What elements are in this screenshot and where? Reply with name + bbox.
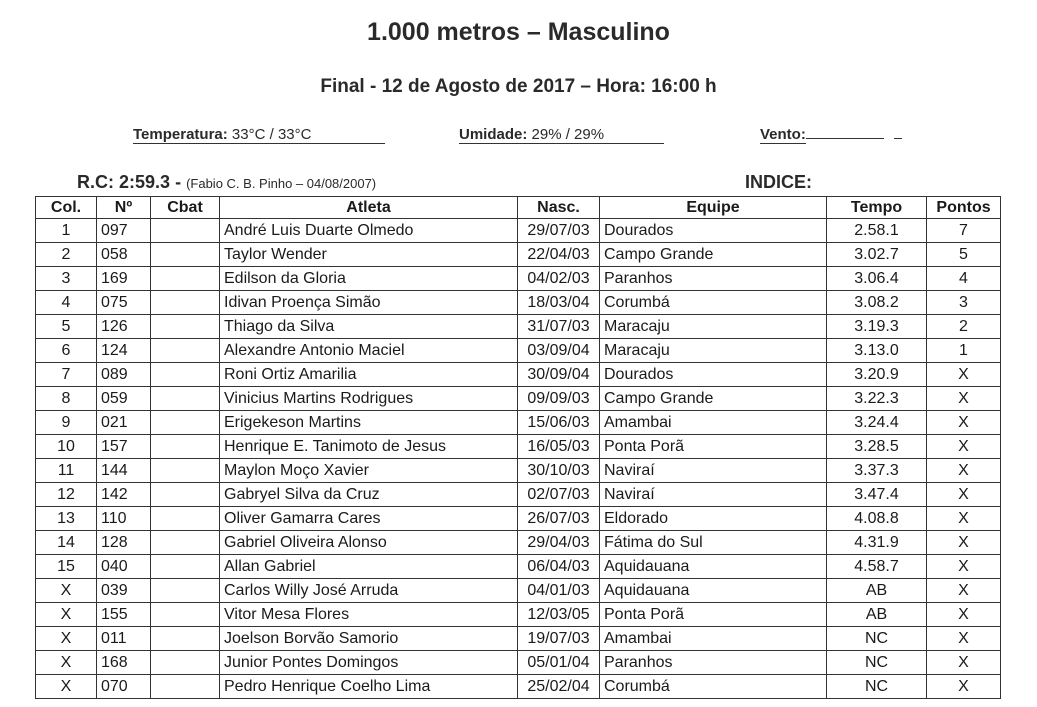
cell-tempo: NC [827,651,927,675]
cell-equipe: Amambai [600,411,827,435]
cell-pontos: X [927,459,1001,483]
cell-tempo: 4.58.7 [827,555,927,579]
cell-nasc: 26/07/03 [518,507,600,531]
cell-cbat [151,507,220,531]
cell-equipe: Naviraí [600,459,827,483]
cell-nasc: 30/10/03 [518,459,600,483]
cell-atleta: Pedro Henrique Coelho Lima [220,675,518,699]
cell-atleta: Allan Gabriel [220,555,518,579]
cell-nasc: 04/01/03 [518,579,600,603]
cell-equipe: Fátima do Sul [600,531,827,555]
cell-atleta: Idivan Proença Simão [220,291,518,315]
cell-col: 5 [36,315,97,339]
cell-tempo: 4.08.8 [827,507,927,531]
record-detail: (Fabio C. B. Pinho – 04/08/2007) [186,176,377,191]
cell-tempo: 3.28.5 [827,435,927,459]
table-row [36,219,1001,243]
cell-tempo: 2.58.1 [827,219,927,243]
cell-nasc: 05/01/04 [518,651,600,675]
table-row [36,627,1001,651]
table-row [36,243,1001,267]
record-line [77,172,376,193]
cell-cbat [151,387,220,411]
cell-tempo: 3.37.3 [827,459,927,483]
record-label: R.C: 2:59.3 [77,172,171,192]
cell-col: X [36,579,97,603]
cell-equipe: Corumbá [600,291,827,315]
cell-cbat [151,219,220,243]
cell-tempo: 3.06.4 [827,267,927,291]
table-row [36,675,1001,699]
table-row [36,603,1001,627]
cell-num: 128 [97,531,151,555]
cell-cbat [151,579,220,603]
cell-cbat [151,267,220,291]
col-header-col: Col. [36,197,97,219]
cell-equipe: Maracaju [600,339,827,363]
cell-pontos: X [927,603,1001,627]
table-row [36,483,1001,507]
col-header-equipe: Equipe [600,197,827,219]
cell-atleta: Junior Pontes Domingos [220,651,518,675]
cell-cbat [151,291,220,315]
cell-pontos: X [927,555,1001,579]
cell-num: 144 [97,459,151,483]
indice-label: INDICE: [745,172,812,192]
cell-equipe: Aquidauana [600,555,827,579]
temperature-value: 33°C / 33°C [231,126,312,143]
cell-cbat [151,603,220,627]
cell-tempo: 3.02.7 [827,243,927,267]
cell-atleta: Edilson da Gloria [220,267,518,291]
cell-num: 040 [97,555,151,579]
temperature-label: Temperatura: [133,126,228,143]
cell-num: 011 [97,627,151,651]
cell-equipe: Dourados [600,363,827,387]
cell-atleta: Carlos Willy José Arruda [220,579,518,603]
cell-num: 059 [97,387,151,411]
cell-col: X [36,651,97,675]
cell-col: 12 [36,483,97,507]
cell-pontos: X [927,531,1001,555]
cell-cbat [151,555,220,579]
col-header-cbat: Cbat [151,197,220,219]
cell-atleta: Alexandre Antonio Maciel [220,339,518,363]
col-header-atleta: Atleta [220,197,518,219]
col-header-num: Nº [97,197,151,219]
cell-tempo: 3.13.0 [827,339,927,363]
cell-num: 021 [97,411,151,435]
table-row [36,339,1001,363]
cell-col: 11 [36,459,97,483]
cell-atleta: Thiago da Silva [220,315,518,339]
table-header-row [36,197,1001,219]
cell-atleta: Oliver Gamarra Cares [220,507,518,531]
cell-col: X [36,603,97,627]
cell-equipe: Dourados [600,219,827,243]
cell-tempo: 3.08.2 [827,291,927,315]
cell-atleta: Gabryel Silva da Cruz [220,483,518,507]
cell-equipe: Maracaju [600,315,827,339]
table-row [36,315,1001,339]
cell-nasc: 18/03/04 [518,291,600,315]
cell-cbat [151,627,220,651]
cell-nasc: 19/07/03 [518,627,600,651]
cell-num: 169 [97,267,151,291]
cell-nasc: 25/02/04 [518,675,600,699]
cell-num: 110 [97,507,151,531]
cell-col: 10 [36,435,97,459]
cell-cbat [151,243,220,267]
table-row [36,507,1001,531]
humidity-field [459,126,664,144]
cell-pontos: 5 [927,243,1001,267]
cell-nasc: 16/05/03 [518,435,600,459]
cell-atleta: Joelson Borvão Samorio [220,627,518,651]
cell-atleta: Vitor Mesa Flores [220,603,518,627]
cell-col: 9 [36,411,97,435]
cell-cbat [151,363,220,387]
cell-col: 15 [36,555,97,579]
cell-col: 14 [36,531,97,555]
cell-col: 8 [36,387,97,411]
cell-num: 075 [97,291,151,315]
wind-line-end [894,138,902,139]
cell-equipe: Paranhos [600,651,827,675]
cell-equipe: Corumbá [600,675,827,699]
cell-num: 039 [97,579,151,603]
cell-nasc: 06/04/03 [518,555,600,579]
wind-label: Vento: [760,126,806,143]
cell-num: 168 [97,651,151,675]
cell-pontos: X [927,435,1001,459]
cell-atleta: Gabriel Oliveira Alonso [220,531,518,555]
cell-col: X [36,675,97,699]
cell-cbat [151,531,220,555]
cell-equipe: Campo Grande [600,243,827,267]
humidity-value: 29% / 29% [531,126,605,143]
cell-pontos: 2 [927,315,1001,339]
cell-atleta: André Luis Duarte Olmedo [220,219,518,243]
cell-equipe: Eldorado [600,507,827,531]
wind-value [806,138,884,139]
cell-tempo: 3.19.3 [827,315,927,339]
results-body [36,219,1001,699]
cell-cbat [151,339,220,363]
cell-col: 7 [36,363,97,387]
table-row [36,363,1001,387]
cell-num: 058 [97,243,151,267]
cell-col: 3 [36,267,97,291]
cell-nasc: 22/04/03 [518,243,600,267]
cell-nasc: 03/09/04 [518,339,600,363]
cell-cbat [151,483,220,507]
col-header-pontos: Pontos [927,197,1001,219]
cell-equipe: Naviraí [600,483,827,507]
cell-cbat [151,675,220,699]
cell-tempo: 3.20.9 [827,363,927,387]
table-row [36,411,1001,435]
cell-equipe: Ponta Porã [600,603,827,627]
cell-atleta: Erigekeson Martins [220,411,518,435]
cell-nasc: 15/06/03 [518,411,600,435]
cell-num: 142 [97,483,151,507]
humidity-label: Umidade: [459,126,528,143]
cell-pontos: X [927,483,1001,507]
cell-tempo: AB [827,579,927,603]
cell-cbat [151,411,220,435]
cell-tempo: NC [827,675,927,699]
cell-pontos: X [927,579,1001,603]
cell-num: 124 [97,339,151,363]
cell-col: 2 [36,243,97,267]
temperature-field [133,126,385,144]
cell-nasc: 29/07/03 [518,219,600,243]
cell-pontos: 1 [927,339,1001,363]
record-separator: - [175,172,182,192]
cell-nasc: 29/04/03 [518,531,600,555]
page-title: 1.000 metros – Masculino [367,18,670,46]
cell-nasc: 02/07/03 [518,483,600,507]
cell-num: 126 [97,315,151,339]
col-header-tempo: Tempo [827,197,927,219]
cell-pontos: X [927,507,1001,531]
cell-nasc: 12/03/05 [518,603,600,627]
cell-cbat [151,315,220,339]
cell-tempo: 4.31.9 [827,531,927,555]
cell-equipe: Aquidauana [600,579,827,603]
cell-tempo: AB [827,603,927,627]
table-row [36,291,1001,315]
cell-tempo: 3.47.4 [827,483,927,507]
cell-col: 4 [36,291,97,315]
results-table [35,196,1001,699]
table-row [36,387,1001,411]
cell-tempo: NC [827,627,927,651]
cell-tempo: 3.24.4 [827,411,927,435]
event-subtitle: Final - 12 de Agosto de 2017 – Hora: 16:00 h [320,76,717,97]
cell-pontos: X [927,363,1001,387]
cell-atleta: Taylor Wender [220,243,518,267]
cell-num: 155 [97,603,151,627]
cell-pontos: X [927,387,1001,411]
cell-col: 6 [36,339,97,363]
cell-nasc: 30/09/04 [518,363,600,387]
table-row [36,555,1001,579]
cell-pontos: X [927,675,1001,699]
cell-equipe: Amambai [600,627,827,651]
cell-col: X [36,627,97,651]
cell-atleta: Henrique E. Tanimoto de Jesus [220,435,518,459]
cell-pontos: 3 [927,291,1001,315]
table-row [36,267,1001,291]
cell-cbat [151,459,220,483]
table-row [36,459,1001,483]
cell-num: 097 [97,219,151,243]
cell-pontos: 4 [927,267,1001,291]
cell-num: 070 [97,675,151,699]
cell-atleta: Roni Ortiz Amarilia [220,363,518,387]
cell-tempo: 3.22.3 [827,387,927,411]
table-row [36,531,1001,555]
cell-pontos: 7 [927,219,1001,243]
table-row [36,435,1001,459]
cell-nasc: 04/02/03 [518,267,600,291]
cell-col: 13 [36,507,97,531]
cell-cbat [151,651,220,675]
cell-pontos: X [927,651,1001,675]
cell-num: 089 [97,363,151,387]
cell-num: 157 [97,435,151,459]
cell-equipe: Paranhos [600,267,827,291]
cell-nasc: 09/09/03 [518,387,600,411]
cell-atleta: Maylon Moço Xavier [220,459,518,483]
table-row [36,651,1001,675]
cell-pontos: X [927,627,1001,651]
table-row [36,579,1001,603]
cell-cbat [151,435,220,459]
cell-equipe: Campo Grande [600,387,827,411]
cell-equipe: Ponta Porã [600,435,827,459]
cell-atleta: Vinicius Martins Rodrigues [220,387,518,411]
cell-col: 1 [36,219,97,243]
wind-field [760,126,902,144]
cell-pontos: X [927,411,1001,435]
cell-nasc: 31/07/03 [518,315,600,339]
col-header-nasc: Nasc. [518,197,600,219]
